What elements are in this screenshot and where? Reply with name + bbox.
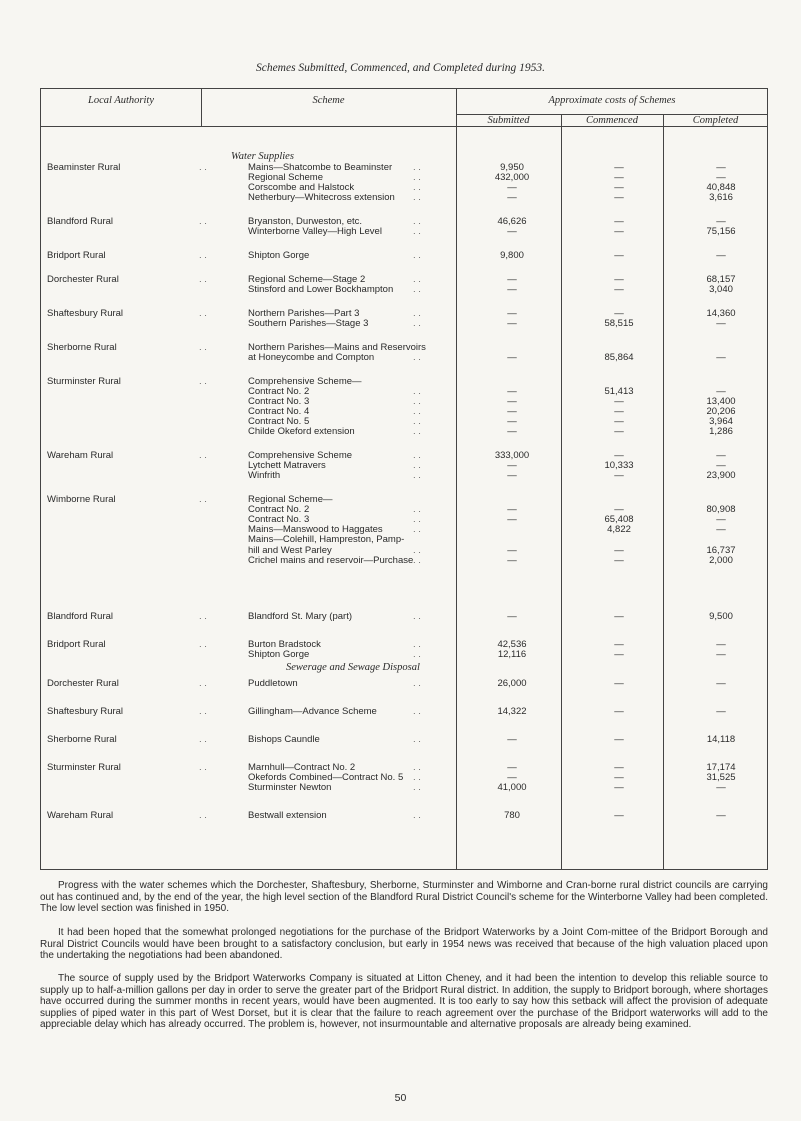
submitted-cell: — [507,284,517,295]
scheme-cell: Childe Okeford extension [248,426,355,437]
scheme-cell: Regional Scheme [248,172,323,183]
submitted-cell: — [507,555,517,566]
scheme-cell: Contract No. 4 [248,406,310,417]
scheme-cell: Mains—Shatcombe to Beaminster [248,162,393,173]
schemes-table [40,88,768,870]
submitted-cell: — [507,352,517,363]
completed-cell: 9,500 [709,611,733,622]
leader-dots: . . [413,470,421,481]
completed-cell: — [716,810,726,821]
table-row [41,226,769,237]
completed-cell: — [716,318,726,329]
leader-dots: . . [413,226,421,237]
leader-dots: . . [199,162,207,173]
header-local-authority: Local Authority [87,95,154,106]
local-authority-cell: Wimborne Rural [47,494,116,505]
completed-cell: 3,040 [709,284,733,295]
commenced-cell: — [614,782,624,793]
scheme-cell: Marnhull—Contract No. 2 [248,762,356,773]
leader-dots: . . [413,514,421,525]
leader-dots: . . [199,376,207,387]
commenced-cell: — [614,192,624,203]
commenced-cell: — [614,172,624,183]
leader-dots: . . [413,386,421,397]
leader-dots: . . [413,810,421,821]
table-row [41,810,769,821]
scheme-cell: Shipton Gorge [248,649,310,660]
scheme-cell: Sturminster Newton [248,782,332,793]
local-authority-cell: Blandford Rural [47,216,114,227]
submitted-cell: 12,116 [497,649,527,660]
scheme-cell: Winfrith [248,470,281,481]
completed-cell: 75,156 [706,226,736,237]
submitted-cell: 780 [504,810,520,821]
submitted-cell: — [507,734,517,745]
submitted-cell: — [507,514,517,525]
completed-cell: — [716,216,726,227]
commenced-cell: — [614,762,624,773]
header-approx-costs: Approximate costs of Schemes [548,95,676,106]
submitted-cell: — [507,545,517,556]
local-authority-cell: Shaftesbury Rural [47,706,124,717]
leader-dots: . . [413,426,421,437]
header-scheme: Scheme [312,95,345,106]
completed-cell: — [716,678,726,689]
commenced-cell: 85,864 [604,352,634,363]
submitted-cell: — [507,762,517,773]
completed-cell: 3,964 [709,416,733,427]
leader-dots: . . [413,782,421,793]
leader-dots: . . [413,460,421,471]
leader-dots: . . [413,284,421,295]
completed-cell: — [716,706,726,717]
completed-cell: 14,118 [706,734,736,745]
completed-cell: 40,848 [706,182,736,193]
table-row [41,611,769,622]
submitted-cell: — [507,772,517,783]
completed-cell: — [716,386,726,397]
commenced-cell: — [614,772,624,783]
header-completed: Completed [692,115,739,126]
submitted-cell: — [507,192,517,203]
paragraph: The source of supply used by the Bridport Waterworks Company is situated at Litton Cheney, and it had been the intention to develop this reliable source to supply up to half-a-million gallons per day in order to serve the greater part of the Bridport Rural district. In addition, the supply to Bridport borough, where shortages have occurred during the summer months in recent years, would have been augmented. It is too early to say how this setback will affect the provision of adequate supplies of piped water in this part of West Dorset, but it is clear that the failure to reach agreement over the purchase of the Bridport waterworks will add to the appreciable delay which has already occurred. The problem is, however, not insurmountable and alternative proposals are already being examined. [40,973,768,1030]
submitted-cell: — [507,426,517,437]
leader-dots: . . [199,762,207,773]
submitted-cell: 42,536 [497,639,527,650]
leader-dots: . . [413,734,421,745]
scheme-cell: Mains—Colehill, Hampreston, Pamp- [248,534,405,545]
page-number: 50 [394,1092,407,1104]
leader-dots: . . [199,639,207,650]
leader-dots: . . [413,649,421,660]
header-commenced: Commenced [586,115,638,126]
submitted-cell: — [507,504,517,515]
scheme-cell: Burton Bradstock [248,639,321,650]
leader-dots: . . [413,192,421,203]
commenced-cell: — [614,555,624,566]
scheme-cell: Corscombe and Halstock [248,182,355,193]
commenced-cell: — [614,470,624,481]
commenced-cell: — [614,274,624,285]
commenced-cell: — [614,611,624,622]
completed-cell: 80,908 [706,504,736,515]
scheme-cell: Okefords Combined—Contract No. 5 [248,772,404,783]
leader-dots: . . [413,545,421,556]
scheme-cell: Comprehensive Scheme— [248,376,362,387]
scheme-cell: at Honeycombe and Compton [248,352,375,363]
completed-cell: — [716,250,726,261]
leader-dots: . . [413,555,421,566]
submitted-cell: — [507,274,517,285]
leader-dots: . . [413,450,421,461]
completed-cell: — [716,649,726,660]
scheme-cell: Southern Parishes—Stage 3 [248,318,369,329]
completed-cell: — [716,514,726,525]
scheme-cell: Mains—Manswood to Haggates [248,524,383,535]
header-submitted: Submitted [487,115,530,126]
scheme-cell: Stinsford and Lower Bockhampton [248,284,394,295]
commenced-cell: 65,408 [604,514,634,525]
completed-cell: 14,360 [706,308,736,319]
completed-cell: — [716,782,726,793]
completed-cell: 17,174 [706,762,736,773]
local-authority-cell: Blandford Rural [47,611,114,622]
commenced-cell: — [614,162,624,173]
scheme-cell: Netherbury—Whitecross extension [248,192,395,203]
commenced-cell: — [614,545,624,556]
scheme-cell: Puddletown [248,678,298,689]
leader-dots: . . [413,274,421,285]
header-rule-main [41,126,768,127]
submitted-cell: — [507,611,517,622]
submitted-cell: 432,000 [494,172,530,183]
submitted-cell: — [507,406,517,417]
leader-dots: . . [199,706,207,717]
leader-dots: . . [413,678,421,689]
table-row [41,470,769,481]
table-row [41,734,769,745]
commenced-cell: — [614,426,624,437]
table-row [41,706,769,717]
local-authority-cell: Dorchester Rural [47,274,119,285]
commenced-cell: — [614,734,624,745]
leader-dots: . . [413,352,421,363]
local-authority-cell: Sturminster Rural [47,762,121,773]
scheme-cell: Bryanston, Durweston, etc. [248,216,363,227]
table-row [41,534,769,545]
leader-dots: . . [413,762,421,773]
local-authority-cell: Dorchester Rural [47,678,119,689]
submitted-cell: — [507,308,517,319]
paragraph: Progress with the water schemes which the Dorchester, Shaftesbury, Sherborne, Sturminster and Wimborne and Cran-borne rural district councils are carrying out has continued and, by the end of the year, the high level section of the Blandford Rural District Council's scheme for the Winterborne Valley had been completed. The low level section was finished in 1950. [40,880,768,914]
table-row [41,649,769,660]
local-authority-cell: Sherborne Rural [47,734,117,745]
commenced-cell: — [614,226,624,237]
completed-cell: — [716,460,726,471]
local-authority-cell: Shaftesbury Rural [47,308,124,319]
completed-cell: 31,525 [706,772,736,783]
table-row [41,352,769,363]
completed-cell: 68,157 [706,274,736,285]
leader-dots: . . [413,416,421,427]
scheme-cell: Contract No. 2 [248,504,310,515]
leader-dots: . . [413,216,421,227]
leader-dots: . . [199,274,207,285]
local-authority-cell: Sherborne Rural [47,342,117,353]
completed-cell: 13,400 [706,396,736,407]
leader-dots: . . [413,639,421,650]
leader-dots: . . [199,494,207,505]
leader-dots: . . [199,450,207,461]
commenced-cell: 4,822 [607,524,631,535]
commenced-cell: — [614,250,624,261]
commenced-cell: — [614,396,624,407]
leader-dots: . . [413,772,421,783]
submitted-cell: 9,950 [500,162,524,173]
commenced-cell: — [614,678,624,689]
scheme-cell: Bestwall extension [248,810,327,821]
leader-dots: . . [199,611,207,622]
commenced-cell: 10,333 [604,460,634,471]
submitted-cell: — [507,182,517,193]
completed-cell: — [716,172,726,183]
commenced-cell: — [614,308,624,319]
leader-dots: . . [199,810,207,821]
leader-dots: . . [199,216,207,227]
commenced-cell: — [614,810,624,821]
completed-cell: — [716,524,726,535]
section-water-supplies: Water Supplies [231,151,294,162]
scheme-cell: Regional Scheme— [248,494,333,505]
scheme-cell: Blandford St. Mary (part) [248,611,353,622]
leader-dots: . . [199,308,207,319]
section-sewerage: Sewerage and Sewage Disposal [286,662,420,673]
submitted-cell: — [507,396,517,407]
table-row [41,250,769,261]
completed-cell: 3,616 [709,192,733,203]
scheme-cell: Contract No. 3 [248,396,310,407]
scheme-cell: Northern Parishes—Part 3 [248,308,360,319]
completed-cell: — [716,352,726,363]
commenced-cell: — [614,182,624,193]
table-row [41,192,769,203]
submitted-cell: 46,626 [497,216,527,227]
submitted-cell: — [507,386,517,397]
submitted-cell: 41,000 [497,782,527,793]
scheme-cell: Lytchett Matravers [248,460,326,471]
leader-dots: . . [413,611,421,622]
leader-dots: . . [413,318,421,329]
table-row [41,555,769,566]
completed-cell: 20,206 [706,406,736,417]
paragraph: It had been hoped that the somewhat prolonged negotiations for the purchase of the Bridport Waterworks by a Joint Com-mittee of the Bridport Borough and Rural District Councils would have been brought to a satisfactory conclusion, but early in 1954 news was received that because of the high valuation placed upon the undertaking the negotiations had been abandoned. [40,927,768,961]
submitted-cell: 333,000 [494,450,530,461]
leader-dots: . . [413,524,421,535]
leader-dots: . . [413,406,421,417]
scheme-cell: Shipton Gorge [248,250,310,261]
table-row [41,782,769,793]
submitted-cell: — [507,460,517,471]
leader-dots: . . [413,172,421,183]
local-authority-cell: Sturminster Rural [47,376,121,387]
scheme-cell: Contract No. 3 [248,514,310,525]
local-authority-cell: Wareham Rural [47,450,114,461]
scheme-cell: hill and West Parley [248,545,332,556]
leader-dots: . . [413,504,421,515]
submitted-cell: — [507,416,517,427]
scheme-cell: Gillingham—Advance Scheme [248,706,377,717]
completed-cell: 16,737 [706,545,736,556]
commenced-cell: — [614,284,624,295]
scheme-cell: Regional Scheme—Stage 2 [248,274,366,285]
local-authority-cell: Bridport Rural [47,639,106,650]
completed-cell: — [716,450,726,461]
submitted-cell: 14,322 [497,706,527,717]
leader-dots: . . [413,308,421,319]
leader-dots: . . [413,396,421,407]
commenced-cell: 58,515 [604,318,634,329]
local-authority-cell: Beaminster Rural [47,162,121,173]
scheme-cell: Northern Parishes—Mains and Reservoirs [248,342,426,353]
commenced-cell: — [614,416,624,427]
commenced-cell: — [614,504,624,515]
table-row [41,284,769,295]
commenced-cell: — [614,706,624,717]
completed-cell: — [716,639,726,650]
local-authority-cell: Bridport Rural [47,250,106,261]
leader-dots: . . [199,342,207,353]
table-row [41,678,769,689]
scheme-cell: Bishops Caundle [248,734,320,745]
commenced-cell: — [614,639,624,650]
scheme-cell: Comprehensive Scheme [248,450,353,461]
table-row [41,318,769,329]
page-title: Schemes Submitted, Commenced, and Completed during 1953. [255,62,546,74]
leader-dots: . . [199,250,207,261]
completed-cell: 1,286 [709,426,733,437]
commenced-cell: — [614,649,624,660]
leader-dots: . . [199,678,207,689]
table-row [41,426,769,437]
leader-dots: . . [413,162,421,173]
submitted-cell: — [507,226,517,237]
scheme-cell: Contract No. 5 [248,416,310,427]
commenced-cell: 51,413 [604,386,634,397]
scheme-cell: Contract No. 2 [248,386,310,397]
leader-dots: . . [413,182,421,193]
scheme-cell: Winterborne Valley—High Level [248,226,382,237]
leader-dots: . . [413,250,421,261]
submitted-cell: — [507,470,517,481]
commenced-cell: — [614,450,624,461]
submitted-cell: 9,800 [500,250,524,261]
commenced-cell: — [614,216,624,227]
submitted-cell: 26,000 [497,678,527,689]
commenced-cell: — [614,406,624,417]
local-authority-cell: Wareham Rural [47,810,114,821]
completed-cell: 2,000 [709,555,733,566]
leader-dots: . . [413,706,421,717]
scheme-cell: Crichel mains and reservoir—Purchase [248,555,414,566]
leader-dots: . . [199,734,207,745]
completed-cell: — [716,162,726,173]
completed-cell: 23,900 [706,470,736,481]
submitted-cell: — [507,318,517,329]
